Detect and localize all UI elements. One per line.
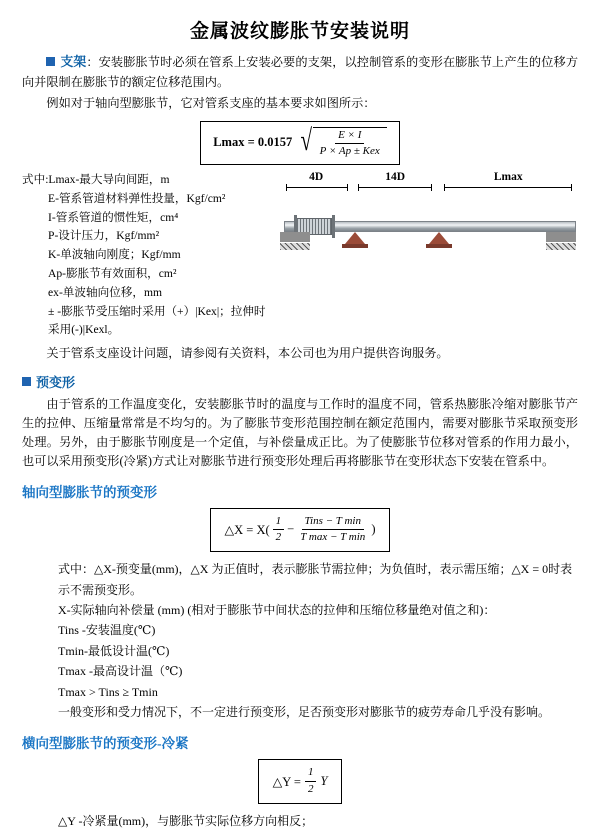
page-title: 金属波纹膨胀节安装说明 (189, 21, 410, 42)
legend-item: E-管系管道材料弹性投量，Kgf/cm² (48, 191, 226, 205)
lateral-formula-box (258, 759, 343, 804)
axial-note-1: 式中：△X-预变量(mm)，△X 为正值时，表示膨胀节需拉伸；为负值时，表示需压缩；△X = 0时表示不需预变形。 (58, 562, 573, 597)
axial-note-2: X-实际轴向补偿量 (mm) (相对于膨胀节中间状态的拉伸和压缩位移量绝对值之和)： (58, 602, 496, 617)
guide-support-icon (426, 232, 452, 248)
dimension-label: 14D (385, 171, 406, 184)
axial-predeform-formula (22, 508, 578, 553)
dimension-line (358, 187, 432, 188)
temp-numerator: Tins − T min (302, 515, 364, 531)
lmax-formula-box (200, 121, 400, 166)
half-numerator: 1 (273, 515, 285, 531)
lmax-sqrt (298, 123, 387, 160)
legend-item: Ap-膨胀节有效面积，cm² (48, 267, 177, 281)
legend-item: ± -膨胀节受压缩时采用（+）|Kex|；拉伸时采用(-)|Kexl。 (48, 304, 266, 337)
guide-support-icon (342, 232, 368, 248)
axial-formula-rhs: ) (371, 522, 376, 537)
axial-half-fraction (273, 515, 285, 546)
dimension-label: 4D (309, 171, 324, 184)
legend-diagram-row (22, 171, 578, 340)
lmax-formula (22, 121, 578, 166)
axial-temp-fraction (297, 515, 368, 546)
support-paragraph-3: 关于管系支座设计问题，请参阅有关资料，本公司也为用户提供咨询服务。 (46, 346, 449, 361)
axial-formula-lhs: △X = X( (224, 522, 270, 537)
radical-icon: √ (300, 123, 313, 157)
dimension-line (444, 187, 572, 188)
axial-note-7: 一般变形和受力情况下，不一定进行预变形，足否预变形对膨胀节的疲劳寿命几乎没有影响。 (58, 704, 551, 719)
support-paragraph-2: 例如对于轴向型膨胀节，它对管系支座的基本要求如图所示： (46, 95, 376, 110)
axial-formula-minus: − (287, 522, 295, 537)
legend-item: I-管系管道的惯性矩，cm⁴ (48, 210, 179, 224)
lateral-predeform-subheading: 横向型膨胀节的预变形-冷紧 (22, 736, 189, 752)
support-heading: 支架 (60, 55, 87, 69)
lateral-half-fraction (305, 766, 317, 797)
lateral-note-1: △Y -冷紧量(mm)，与膨胀节实际位移方向相反； (58, 813, 314, 828)
predeform-section-heading (22, 372, 578, 391)
lmax-fraction (313, 127, 387, 160)
half-denominator: 2 (275, 531, 282, 544)
pipe-support-diagram (280, 171, 578, 271)
axial-note-4: Tmin-最低设计温(℃) (58, 643, 170, 658)
axial-note-3: Tins -安装温度(℃) (58, 623, 156, 638)
predeform-paragraph-1: 由于管系的工作温度变化，安装膨胀节时的温度与工作时的温度不同，管系热膨胀冷缩对膨胀节产生的拉伸、压缩量常常是不均匀的。为了膨胀节变形范围控制在额定范围内，需要对膨胀节采取预变形处理。另外，由于膨胀节刚度是一个定值，与补偿量成正比。为了使膨胀节位移对管系的作用力最小，也可以采用预变形(冷紧)方式让对膨胀节进行预变形处理后再将膨胀节在变形状态下安装在管系中。 (22, 397, 578, 468)
dimension-label: Lmax (493, 171, 523, 184)
lateral-formula-rhs: Y (320, 774, 328, 789)
dimension-line (286, 187, 348, 188)
lateral-predeform-formula (22, 759, 578, 804)
legend-item: K-单波轴向刚度；Kgf/mm (48, 248, 181, 262)
lmax-denominator: P × Ap ± Kex (319, 145, 380, 158)
flange-icon (332, 215, 335, 238)
support-section-intro: 支架：安装膨胀节时必须在管系上安装必要的支架，以控制管系的变形在膨胀节上产生的位移方向并限制在膨胀节的额定位移范围内。 (22, 55, 579, 89)
axial-predeform-subheading: 轴向型膨胀节的预变形 (22, 484, 157, 500)
blue-square-bullet-icon (22, 377, 31, 386)
anchor-support-icon (280, 232, 310, 250)
legend-item: ex-单波轴向位移，mm (48, 285, 162, 299)
legend-item: P-设计压力，Kgf/mm² (48, 229, 160, 243)
predeform-heading-label: 预变形 (36, 375, 76, 391)
pipe-assembly (280, 205, 580, 261)
axial-formula-box (210, 508, 391, 553)
lateral-formula-lhs: △Y = (272, 774, 301, 789)
axial-note-5: Tmax -最高设计温（℃) (58, 664, 183, 679)
anchor-support-icon (546, 232, 576, 250)
half-numerator: 1 (305, 766, 317, 782)
support-paragraph-1: 安装膨胀节时必须在管系上安装必要的支架，以控制管系的变形在膨胀节上产生的位移方向并限制在膨胀节的额定位移范围内。 (22, 55, 579, 89)
lmax-numerator: E × I (335, 129, 364, 145)
temp-denominator: T max − T min (300, 531, 366, 544)
support-legend (22, 171, 270, 340)
half-denominator: 2 (307, 783, 314, 796)
legend-item: 式中:Lmax-最大导向间距，m (22, 173, 170, 187)
axial-note-6: Tmax > Tins ≥ Tmin (58, 684, 158, 699)
blue-square-bullet-icon (46, 57, 55, 66)
lmax-formula-lhs: Lmax = 0.0157 (213, 135, 293, 150)
